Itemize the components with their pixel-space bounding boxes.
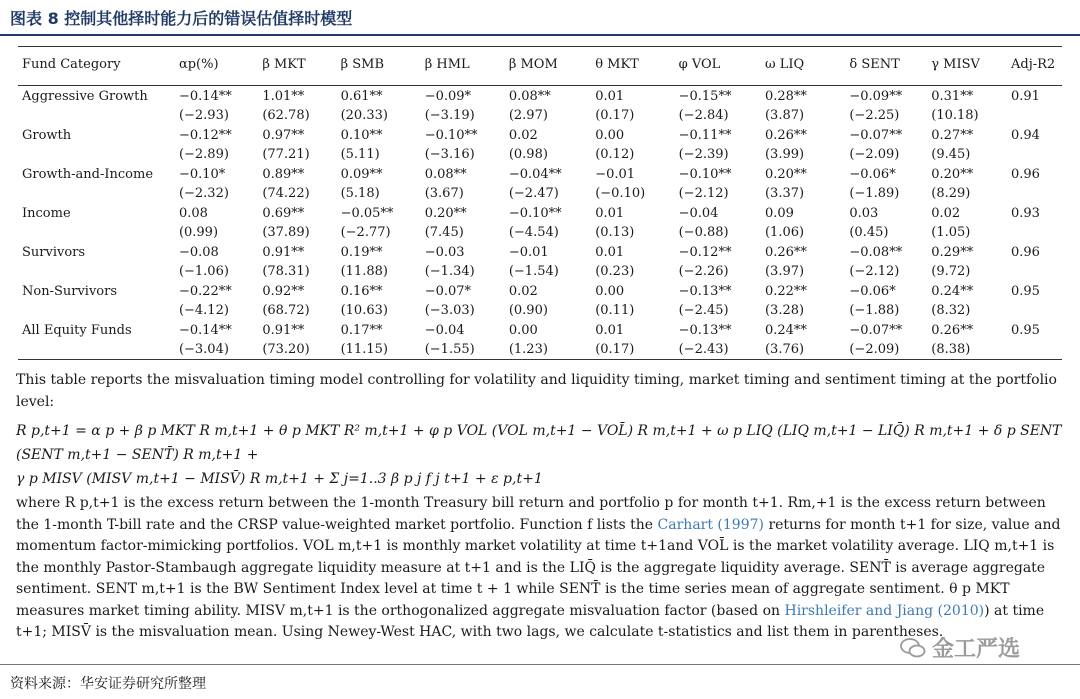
fund-category: Growth-and-Income — [22, 167, 154, 182]
tstat-cell: (10.63) — [340, 303, 388, 318]
fund-category: All Equity Funds — [22, 323, 132, 338]
table-row — [18, 242, 1062, 262]
tstat-cell: (0.99) — [178, 225, 219, 240]
coefficient-cell: 0.26** — [931, 323, 974, 338]
tstat-cell: (−2.12) — [678, 186, 729, 201]
table-row-tstat — [18, 340, 1062, 360]
tstat-cell: (7.45) — [424, 225, 464, 240]
tstat-cell: (1.06) — [764, 225, 805, 240]
column-header: Adj-R2 — [1007, 47, 1062, 86]
tstat-cell: (−2.47) — [508, 186, 559, 201]
adj-r2-cell: 0.91 — [1011, 89, 1040, 104]
coefficient-cell: 0.02 — [508, 284, 538, 299]
tstat-cell: (0.12) — [595, 147, 635, 162]
coefficient-cell: 0.22** — [764, 284, 807, 299]
tstat-cell: (0.11) — [595, 303, 635, 318]
column-header: β SMB — [337, 47, 421, 86]
fund-category: Non-Survivors — [22, 284, 118, 299]
column-header: β MKT — [258, 47, 336, 86]
fund-category: Income — [22, 206, 71, 221]
coefficient-cell: 0.02 — [931, 206, 961, 221]
adj-r2-cell: 0.96 — [1011, 245, 1040, 260]
tstat-cell: (3.99) — [764, 147, 805, 162]
column-header: αp(%) — [175, 47, 258, 86]
coefficient-cell: 0.61** — [340, 89, 383, 104]
results-table — [18, 46, 1062, 360]
coefficient-cell: 0.97** — [262, 128, 305, 143]
coefficient-cell: −0.07** — [849, 323, 903, 338]
coefficient-cell: 1.01** — [262, 89, 305, 104]
figure-title: 图表 8 控制其他择时能力后的错误估值择时模型 — [10, 9, 353, 28]
tstat-cell: (3.97) — [764, 264, 805, 279]
column-header: ω LIQ — [761, 47, 845, 86]
coefficient-cell: −0.09* — [424, 89, 472, 104]
tstat-cell: (−3.16) — [424, 147, 475, 162]
coefficient-cell: −0.11** — [678, 128, 732, 143]
coefficient-cell: −0.03 — [424, 245, 465, 260]
table-row — [18, 86, 1062, 107]
coefficient-cell: 0.01 — [595, 323, 625, 338]
coefficient-cell: 0.89** — [262, 167, 305, 182]
tstat-cell: (0.13) — [595, 225, 635, 240]
equation-line-2: γ p MISV (MISV m,t+1 − MISV̄) R m,t+1 + Σ j=1..3 β p j f j t+1 + ε p,t+1 — [16, 471, 543, 487]
coefficient-cell: −0.05** — [340, 206, 394, 221]
coefficient-cell: −0.10** — [508, 206, 562, 221]
coefficient-cell: 0.03 — [849, 206, 879, 221]
coefficient-cell: −0.13** — [678, 323, 732, 338]
tstat-cell: (3.37) — [764, 186, 805, 201]
coefficient-cell: −0.22** — [178, 284, 232, 299]
notes-para-c: ) at time t+1; MISV̄ is the misvaluation mean. Using Newey-West HAC, with two lags, we calculate t-statistics and list them in parentheses. — [16, 602, 1045, 640]
adj-r2-cell: 0.95 — [1011, 284, 1040, 299]
tstat-cell: (0.90) — [508, 303, 548, 318]
coefficient-cell: −0.04 — [424, 323, 465, 338]
tstat-cell: (62.78) — [262, 108, 310, 123]
tstat-cell: (9.72) — [931, 264, 971, 279]
coefficient-cell: 0.01 — [595, 206, 625, 221]
tstat-cell: (73.20) — [258, 340, 336, 360]
tstat-cell: (0.23) — [595, 264, 635, 279]
column-header: γ MISV — [927, 47, 1007, 86]
coefficient-cell: −0.08 — [178, 245, 219, 260]
tstat-cell: (2.97) — [508, 108, 548, 123]
tstat-cell: (−2.09) — [845, 340, 927, 360]
tstat-cell: (68.72) — [262, 303, 310, 318]
coefficient-cell: −0.12** — [178, 128, 232, 143]
tstat-cell: (10.18) — [931, 108, 979, 123]
coefficient-cell: −0.10** — [424, 128, 478, 143]
coefficient-cell: −0.15** — [678, 89, 732, 104]
tstat-cell: (0.17) — [595, 108, 635, 123]
fund-category: Growth — [22, 128, 72, 143]
coefficient-cell: 0.10** — [340, 128, 383, 143]
tstat-cell: (−4.12) — [178, 303, 229, 318]
tstat-cell: (8.29) — [931, 186, 971, 201]
notes-para-a: where R p,t+1 is the excess return between the 1-month Treasury bill return and portfolio p for month t+1. Rm,+1 is the excess return between the 1-month T-bill rate and the CRSP value-weighted market portfolio. Function f lists the — [16, 495, 1046, 533]
tstat-cell: (8.38) — [927, 340, 1007, 360]
coefficient-cell: 0.20** — [931, 167, 974, 182]
coefficient-cell: −0.13** — [678, 284, 732, 299]
coefficient-cell: 0.26** — [764, 128, 807, 143]
tstat-cell: (−1.34) — [424, 264, 475, 279]
table-row — [18, 320, 1062, 340]
coefficient-cell: −0.07** — [849, 128, 903, 143]
tstat-cell: (−2.45) — [678, 303, 729, 318]
coefficient-cell: −0.01 — [595, 167, 636, 182]
notes-definitions — [16, 493, 1064, 644]
tstat-cell: (74.22) — [262, 186, 310, 201]
tstat-cell: (−2.25) — [849, 108, 900, 123]
tstat-cell: (−2.43) — [675, 340, 761, 360]
coefficient-cell: −0.08** — [849, 245, 903, 260]
tstat-cell: (0.45) — [849, 225, 889, 240]
tstat-cell: (5.18) — [340, 186, 380, 201]
table-row — [18, 281, 1062, 301]
tstat-cell: (5.11) — [340, 147, 380, 162]
watermark — [900, 632, 1020, 663]
coefficient-cell: 0.00 — [595, 284, 625, 299]
coefficient-cell: 0.01 — [595, 89, 625, 104]
tstat-cell: (−3.03) — [424, 303, 475, 318]
coefficient-cell: 0.92** — [262, 284, 305, 299]
tstat-cell: (0.17) — [591, 340, 674, 360]
coefficient-cell: 0.31** — [931, 89, 974, 104]
tstat-cell: (−1.06) — [178, 264, 229, 279]
tstat-cell: (3.76) — [761, 340, 845, 360]
coefficient-cell: −0.06* — [849, 167, 896, 182]
table-row-tstat — [18, 184, 1062, 203]
coefficient-cell: 0.29** — [931, 245, 974, 260]
coefficient-cell: −0.14** — [178, 89, 232, 104]
column-header: Fund Category — [18, 47, 175, 86]
coefficient-cell: 0.24** — [931, 284, 974, 299]
coefficient-cell: 0.20** — [424, 206, 467, 221]
wechat-icon — [900, 638, 926, 658]
coefficient-cell: 0.26** — [764, 245, 807, 260]
coefficient-cell: −0.04** — [508, 167, 562, 182]
tstat-cell: (−3.04) — [175, 340, 258, 360]
adj-r2-cell: 0.95 — [1011, 323, 1040, 338]
tstat-cell: (−0.88) — [678, 225, 729, 240]
table-row-tstat — [18, 223, 1062, 242]
table-notes — [16, 370, 1064, 644]
coefficient-cell: 0.91** — [262, 245, 305, 260]
tstat-cell: (0.98) — [508, 147, 548, 162]
coefficient-cell: 0.02 — [508, 128, 538, 143]
tstat-cell: (20.33) — [340, 108, 388, 123]
watermark-text: 金工严选 — [932, 637, 1021, 662]
coefficient-cell: 0.69** — [262, 206, 305, 221]
coefficient-cell: −0.04 — [678, 206, 719, 221]
tstat-cell: (1.23) — [505, 340, 591, 360]
tstat-cell: (1.05) — [931, 225, 971, 240]
source-note: 资料来源：华安证券研究所整理 — [10, 676, 206, 692]
coefficient-cell: 0.28** — [764, 89, 807, 104]
column-header: δ SENT — [845, 47, 927, 86]
coefficient-cell: 0.00 — [508, 323, 538, 338]
coefficient-cell: 0.17** — [340, 323, 383, 338]
coefficient-cell: 0.24** — [764, 323, 807, 338]
coefficient-cell: 0.00 — [595, 128, 625, 143]
adj-r2-cell: 0.96 — [1011, 167, 1040, 182]
tstat-cell: (−2.12) — [849, 264, 900, 279]
column-header: β MOM — [505, 47, 591, 86]
hirshleifer-jiang-link[interactable]: Hirshleifer and Jiang (2010) — [784, 602, 985, 619]
coefficient-cell: 0.01 — [595, 245, 625, 260]
carhart-link[interactable]: Carhart (1997) — [657, 516, 764, 533]
column-header: φ VOL — [675, 47, 761, 86]
tstat-cell: (−1.89) — [849, 186, 900, 201]
tstat-cell: (77.21) — [262, 147, 310, 162]
tstat-cell: (3.67) — [424, 186, 464, 201]
coefficient-cell: 0.09** — [340, 167, 383, 182]
table-row — [18, 164, 1062, 184]
title-bar — [0, 0, 1080, 36]
tstat-cell: (−4.54) — [508, 225, 559, 240]
coefficient-cell: −0.01 — [508, 245, 549, 260]
fund-category: Survivors — [22, 245, 86, 260]
tstat-cell: (−2.39) — [678, 147, 729, 162]
coefficient-cell: 0.16** — [340, 284, 383, 299]
coefficient-cell: 0.27** — [931, 128, 974, 143]
tstat-cell: (3.28) — [764, 303, 805, 318]
table-row-tstat — [18, 262, 1062, 281]
coefficient-cell: 0.91** — [262, 323, 305, 338]
table-row-tstat — [18, 301, 1062, 320]
tstat-cell: (3.87) — [764, 108, 805, 123]
notes-para-b: returns for month t+1 for size, value and momentum factor-mimicking portfolios. VOL m,t+1 is monthly market volatility at time t+1and VOL̄ is the market volatility average. LIQ m,t+1 is the monthly Pastor-Stambaugh aggregate liquidity measure at t+1 and is the LIQ̄ is the aggregate liquidity average. SENT̄ is average aggregate sentiment. SENT m,t+1 is the BW Sentiment Index level at time t + 1 while SENT̄ is the time series mean of aggregate sentiment. θ p MKT measures market timing ability. MISV m,t+1 is the orthogonalized aggregate misvaluation factor (based on — [16, 516, 1061, 619]
table-row — [18, 203, 1062, 223]
tstat-cell: (−0.10) — [595, 186, 646, 201]
tstat-cell: (37.89) — [262, 225, 310, 240]
tstat-cell: (11.88) — [340, 264, 388, 279]
equation-line-1: R p,t+1 = α p + β p MKT R m,t+1 + θ p MKT R² m,t+1 + φ p VOL (VOL m,t+1 − VOL̄) R m,t+1 + ω p LIQ (LIQ m,t+1 − LIQ̄) R m,t+1 + δ p SENT (SENT m,t+1 − SENT̄) R m,t+1 + — [16, 423, 1062, 463]
tstat-cell: (−2.89) — [178, 147, 229, 162]
tstat-cell: (−2.77) — [340, 225, 391, 240]
fund-category: Aggressive Growth — [22, 89, 148, 104]
coefficient-cell: 0.20** — [764, 167, 807, 182]
coefficient-cell: −0.14** — [178, 323, 232, 338]
tstat-cell: (11.15) — [337, 340, 421, 360]
tstat-cell: (−2.32) — [178, 186, 229, 201]
tstat-cell: (−2.09) — [849, 147, 900, 162]
adj-r2-cell: 0.93 — [1011, 206, 1040, 221]
table-row — [18, 125, 1062, 145]
adj-r2-cell: 0.94 — [1011, 128, 1040, 143]
table-row-tstat — [18, 106, 1062, 125]
table-row-tstat — [18, 145, 1062, 164]
model-equation — [16, 419, 1064, 491]
coefficient-cell: −0.10** — [678, 167, 732, 182]
coefficient-cell: 0.09 — [764, 206, 794, 221]
bottom-rule — [0, 664, 1080, 665]
coefficient-cell: 0.08 — [178, 206, 208, 221]
table-body — [18, 86, 1062, 360]
tstat-cell: (−2.93) — [178, 108, 229, 123]
tstat-cell: (−3.19) — [424, 108, 475, 123]
tstat-cell: (−2.26) — [678, 264, 729, 279]
tstat-cell: (8.32) — [931, 303, 971, 318]
tstat-cell: (−1.55) — [421, 340, 505, 360]
coefficient-cell: 0.08** — [424, 167, 467, 182]
tstat-cell: (78.31) — [262, 264, 310, 279]
tstat-cell: (−1.54) — [508, 264, 559, 279]
coefficient-cell: −0.06* — [849, 284, 896, 299]
column-header: θ MKT — [591, 47, 674, 86]
coefficient-cell: −0.10* — [178, 167, 226, 182]
tstat-cell: (−1.88) — [849, 303, 900, 318]
table-header-row — [18, 47, 1062, 86]
notes-intro: This table reports the misvaluation timing model controlling for volatility and liquidity timing, market timing and sentiment timing at the portfolio level: — [16, 372, 1057, 410]
coefficient-cell: 0.08** — [508, 89, 551, 104]
tstat-cell: (−2.84) — [678, 108, 729, 123]
coefficient-cell: −0.07* — [424, 284, 472, 299]
column-header: β HML — [421, 47, 505, 86]
coefficient-cell: 0.19** — [340, 245, 383, 260]
coefficient-cell: −0.12** — [678, 245, 732, 260]
coefficient-cell: −0.09** — [849, 89, 903, 104]
tstat-cell: (9.45) — [931, 147, 971, 162]
